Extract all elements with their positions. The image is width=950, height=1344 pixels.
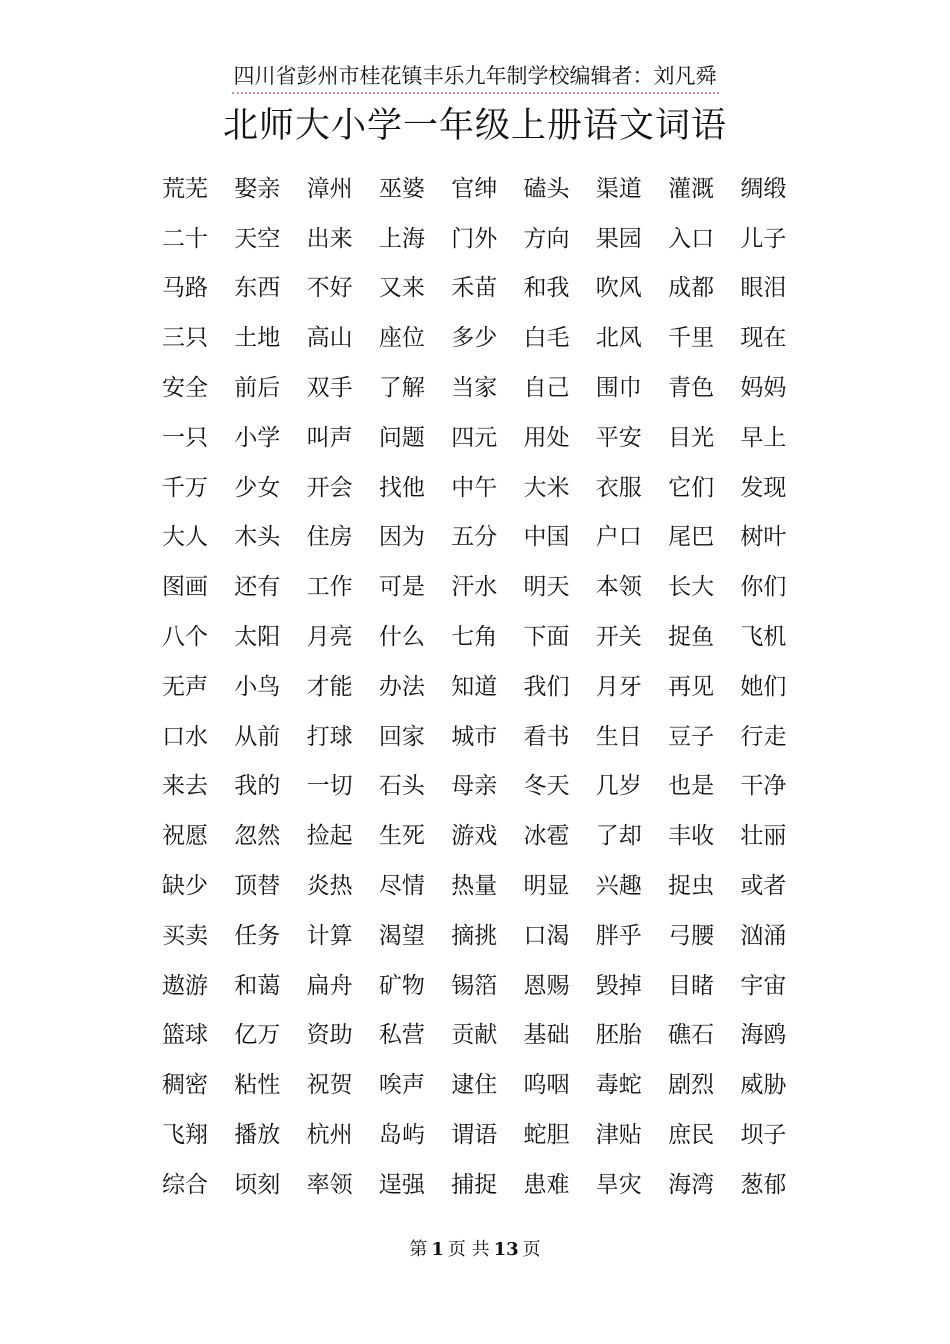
word-item: 大米: [523, 474, 570, 501]
word-row: [162, 264, 802, 314]
word-item: 工作: [306, 574, 353, 601]
word-item: 可是: [378, 574, 425, 601]
word-item: 她们: [740, 673, 787, 700]
word-item: 率领: [306, 1171, 353, 1198]
word-item: 篮球: [162, 1022, 208, 1049]
word-item: 开关: [595, 624, 642, 651]
word-item: 冬天: [523, 773, 570, 800]
word-item: 才能: [306, 673, 353, 700]
word-item: 稠密: [162, 1072, 208, 1099]
word-item: 围巾: [595, 375, 642, 402]
word-item: 青色: [668, 375, 715, 402]
word-item: 来去: [162, 773, 208, 800]
word-item: 目睹: [668, 972, 715, 999]
word-item: 天空: [234, 225, 281, 252]
word-item: 石头: [378, 773, 425, 800]
word-item: 户口: [595, 524, 642, 551]
word-item: 我的: [234, 773, 281, 800]
word-item: 毒蛇: [595, 1072, 642, 1099]
word-row: [162, 911, 802, 961]
word-item: 自己: [523, 375, 570, 402]
word-row: [162, 413, 802, 463]
word-item: 入口: [668, 225, 715, 252]
word-item: 飞翔: [162, 1122, 208, 1149]
word-item: 和我: [523, 275, 570, 302]
word-item: 三只: [162, 325, 208, 352]
word-item: 成都: [668, 275, 715, 302]
word-item: 播放: [234, 1122, 281, 1149]
word-row: [162, 562, 802, 612]
word-item: 剧烈: [668, 1072, 715, 1099]
word-item: 图画: [162, 574, 208, 601]
word-item: 前后: [234, 375, 281, 402]
word-item: 祝愿: [162, 823, 208, 850]
word-item: 眼泪: [740, 275, 787, 302]
word-item: 弓腰: [668, 922, 715, 949]
word-item: 什么: [378, 624, 425, 651]
word-item: 冰雹: [523, 823, 570, 850]
word-item: 蛇胆: [523, 1122, 570, 1149]
word-item: 遨游: [162, 972, 208, 999]
word-item: 一切: [306, 773, 353, 800]
word-item: 高山: [306, 325, 353, 352]
word-item: 城市: [451, 723, 498, 750]
word-item: 现在: [740, 325, 787, 352]
word-item: 用处: [523, 424, 570, 451]
word-item: 捡起: [306, 823, 353, 850]
word-item: 摘挑: [451, 922, 498, 949]
word-item: 吹风: [595, 275, 642, 302]
word-item: 中国: [523, 524, 570, 551]
word-item: 捉鱼: [668, 624, 715, 651]
word-item: 办法: [378, 673, 425, 700]
word-item: 生日: [595, 723, 642, 750]
word-item: 母亲: [451, 773, 498, 800]
word-item: 回家: [378, 723, 425, 750]
word-item: 妈妈: [740, 375, 787, 402]
word-item: 口水: [162, 723, 208, 750]
word-item: 或者: [740, 873, 787, 900]
word-item: 发现: [740, 474, 787, 501]
word-item: 矿物: [378, 972, 425, 999]
word-item: 捉虫: [668, 873, 715, 900]
page-header: [0, 62, 950, 94]
word-item: 平安: [595, 424, 642, 451]
word-item: 飞机: [740, 624, 787, 651]
word-row: [162, 513, 802, 563]
word-item: 因为: [378, 524, 425, 551]
word-item: 磕头: [523, 175, 570, 202]
word-item: 游戏: [451, 823, 498, 850]
word-item: 太阳: [234, 624, 281, 651]
word-item: 大人: [162, 524, 208, 551]
word-item: 威胁: [740, 1072, 787, 1099]
word-item: 小学: [234, 424, 281, 451]
word-item: 杭州: [306, 1122, 353, 1149]
word-item: 多少: [451, 325, 498, 352]
word-item: 东西: [234, 275, 281, 302]
word-item: 逮住: [451, 1072, 498, 1099]
word-row: [162, 811, 802, 861]
word-row: [162, 363, 802, 413]
word-item: 上海: [378, 225, 425, 252]
word-item: 渴望: [378, 922, 425, 949]
word-item: 旱灾: [595, 1171, 642, 1198]
word-row: [162, 1011, 802, 1061]
word-item: 呜咽: [523, 1072, 570, 1099]
word-item: 明显: [523, 873, 570, 900]
word-item: 木头: [234, 524, 281, 551]
footer-total-pages: 13: [493, 1239, 519, 1260]
word-row: [162, 214, 802, 264]
word-grid: [162, 164, 802, 1210]
word-item: 兴趣: [595, 873, 642, 900]
word-item: 豆子: [668, 723, 715, 750]
word-item: 粘性: [234, 1072, 281, 1099]
word-item: 热量: [451, 873, 498, 900]
word-item: 长大: [668, 574, 715, 601]
word-item: 胖乎: [595, 922, 642, 949]
word-item: 一只: [162, 424, 208, 451]
word-item: 四元: [451, 424, 498, 451]
word-item: 海湾: [668, 1171, 715, 1198]
word-item: 任务: [234, 922, 281, 949]
word-item: 汗水: [451, 574, 498, 601]
word-item: 打球: [306, 723, 353, 750]
word-item: 住房: [306, 524, 353, 551]
page-title: 北师大小学一年级上册语文词语: [222, 106, 727, 146]
word-item: 月亮: [306, 624, 353, 651]
word-row: [162, 313, 802, 363]
word-item: 亿万: [234, 1022, 281, 1049]
word-item: 顷刻: [234, 1171, 281, 1198]
footer-middle: 页 共: [447, 1239, 490, 1260]
word-item: 土地: [234, 325, 281, 352]
word-item: 捕捉: [451, 1171, 498, 1198]
word-item: 患难: [523, 1171, 570, 1198]
word-row: [162, 861, 802, 911]
word-item: 马路: [162, 275, 208, 302]
word-item: 毁掉: [595, 972, 642, 999]
word-item: 锡箔: [451, 972, 498, 999]
word-item: 又来: [378, 275, 425, 302]
word-item: 绸缎: [740, 175, 787, 202]
footer-prefix: 第: [409, 1239, 428, 1260]
word-item: 当家: [451, 375, 498, 402]
word-item: 问题: [378, 424, 425, 451]
word-item: 忽然: [234, 823, 281, 850]
word-item: 炎热: [306, 873, 353, 900]
word-item: 祝贺: [306, 1072, 353, 1099]
word-item: 五分: [451, 524, 498, 551]
word-item: 果园: [595, 225, 642, 252]
word-item: 宇宙: [740, 972, 787, 999]
word-item: 不好: [306, 275, 353, 302]
word-item: 座位: [378, 325, 425, 352]
word-item: 缺少: [162, 873, 208, 900]
word-item: 还有: [234, 574, 281, 601]
word-item: 葱郁: [740, 1171, 787, 1198]
word-item: 方向: [523, 225, 570, 252]
word-item: 生死: [378, 823, 425, 850]
word-item: 禾苗: [451, 275, 498, 302]
word-item: 资助: [306, 1022, 353, 1049]
word-item: 八个: [162, 624, 208, 651]
word-item: 谓语: [451, 1122, 498, 1149]
word-item: 千里: [668, 325, 715, 352]
word-item: 计算: [306, 922, 353, 949]
word-item: 树叶: [740, 524, 787, 551]
word-item: 早上: [740, 424, 787, 451]
word-row: [162, 662, 802, 712]
word-row: [162, 1110, 802, 1160]
word-item: 知道: [451, 673, 498, 700]
word-item: 贡献: [451, 1022, 498, 1049]
word-item: 渠道: [595, 175, 642, 202]
footer-suffix: 页: [522, 1239, 541, 1260]
word-item: 门外: [451, 225, 498, 252]
word-item: 再见: [668, 673, 715, 700]
word-item: 开会: [306, 474, 353, 501]
word-row: [162, 164, 802, 214]
word-item: 从前: [234, 723, 281, 750]
word-item: 千万: [162, 474, 208, 501]
word-row: [162, 961, 802, 1011]
word-item: 七角: [451, 624, 498, 651]
word-row: [162, 612, 802, 662]
word-item: 顶替: [234, 873, 281, 900]
word-item: 官绅: [451, 175, 498, 202]
word-item: 和蔼: [234, 972, 281, 999]
word-item: 胚胎: [595, 1022, 642, 1049]
header-text: 四川省彭州市桂花镇丰乐九年制学校编辑者：刘凡舜: [232, 62, 719, 94]
word-item: 小鸟: [234, 673, 281, 700]
word-item: 汹涌: [740, 922, 787, 949]
word-item: 了却: [595, 823, 642, 850]
word-item: 无声: [162, 673, 208, 700]
word-item: 海鸥: [740, 1022, 787, 1049]
word-item: 少女: [234, 474, 281, 501]
word-item: 月牙: [595, 673, 642, 700]
word-item: 北风: [595, 325, 642, 352]
word-item: 逞强: [378, 1171, 425, 1198]
word-item: 安全: [162, 375, 208, 402]
word-item: 找他: [378, 474, 425, 501]
word-item: 丰收: [668, 823, 715, 850]
word-item: 私营: [378, 1022, 425, 1049]
word-item: 它们: [668, 474, 715, 501]
word-item: 买卖: [162, 922, 208, 949]
word-item: 白毛: [523, 325, 570, 352]
word-item: 壮丽: [740, 823, 787, 850]
word-item: 礁石: [668, 1022, 715, 1049]
word-item: 衣服: [595, 474, 642, 501]
page-footer: [0, 1238, 950, 1262]
word-item: 出来: [306, 225, 353, 252]
word-item: 巫婆: [378, 175, 425, 202]
word-item: 几岁: [595, 773, 642, 800]
word-item: 干净: [740, 773, 787, 800]
word-item: 坝子: [740, 1122, 787, 1149]
word-item: 岛屿: [378, 1122, 425, 1149]
word-item: 扁舟: [306, 972, 353, 999]
word-item: 了解: [378, 375, 425, 402]
word-item: 中午: [451, 474, 498, 501]
word-item: 本领: [595, 574, 642, 601]
word-item: 漳州: [306, 175, 353, 202]
word-item: 综合: [162, 1171, 208, 1198]
word-item: 恩赐: [523, 972, 570, 999]
word-item: 你们: [740, 574, 787, 601]
word-item: 唉声: [378, 1072, 425, 1099]
word-item: 灌溉: [668, 175, 715, 202]
word-item: 庶民: [668, 1122, 715, 1149]
word-row: [162, 712, 802, 762]
word-item: 口渴: [523, 922, 570, 949]
word-row: [162, 463, 802, 513]
word-item: 基础: [523, 1022, 570, 1049]
word-item: 娶亲: [234, 175, 281, 202]
word-item: 尾巴: [668, 524, 715, 551]
word-item: 二十: [162, 225, 208, 252]
footer-page-number: 1: [431, 1239, 444, 1260]
word-item: 目光: [668, 424, 715, 451]
word-item: 津贴: [595, 1122, 642, 1149]
word-row: [162, 762, 802, 812]
word-item: 明天: [523, 574, 570, 601]
word-item: 行走: [740, 723, 787, 750]
word-item: 叫声: [306, 424, 353, 451]
word-item: 看书: [523, 723, 570, 750]
word-item: 尽情: [378, 873, 425, 900]
word-row: [162, 1160, 802, 1210]
word-item: 也是: [668, 773, 715, 800]
word-row: [162, 1060, 802, 1110]
word-item: 荒芜: [162, 175, 208, 202]
word-item: 下面: [523, 624, 570, 651]
word-item: 儿子: [740, 225, 787, 252]
word-item: 双手: [306, 375, 353, 402]
word-item: 我们: [523, 673, 570, 700]
